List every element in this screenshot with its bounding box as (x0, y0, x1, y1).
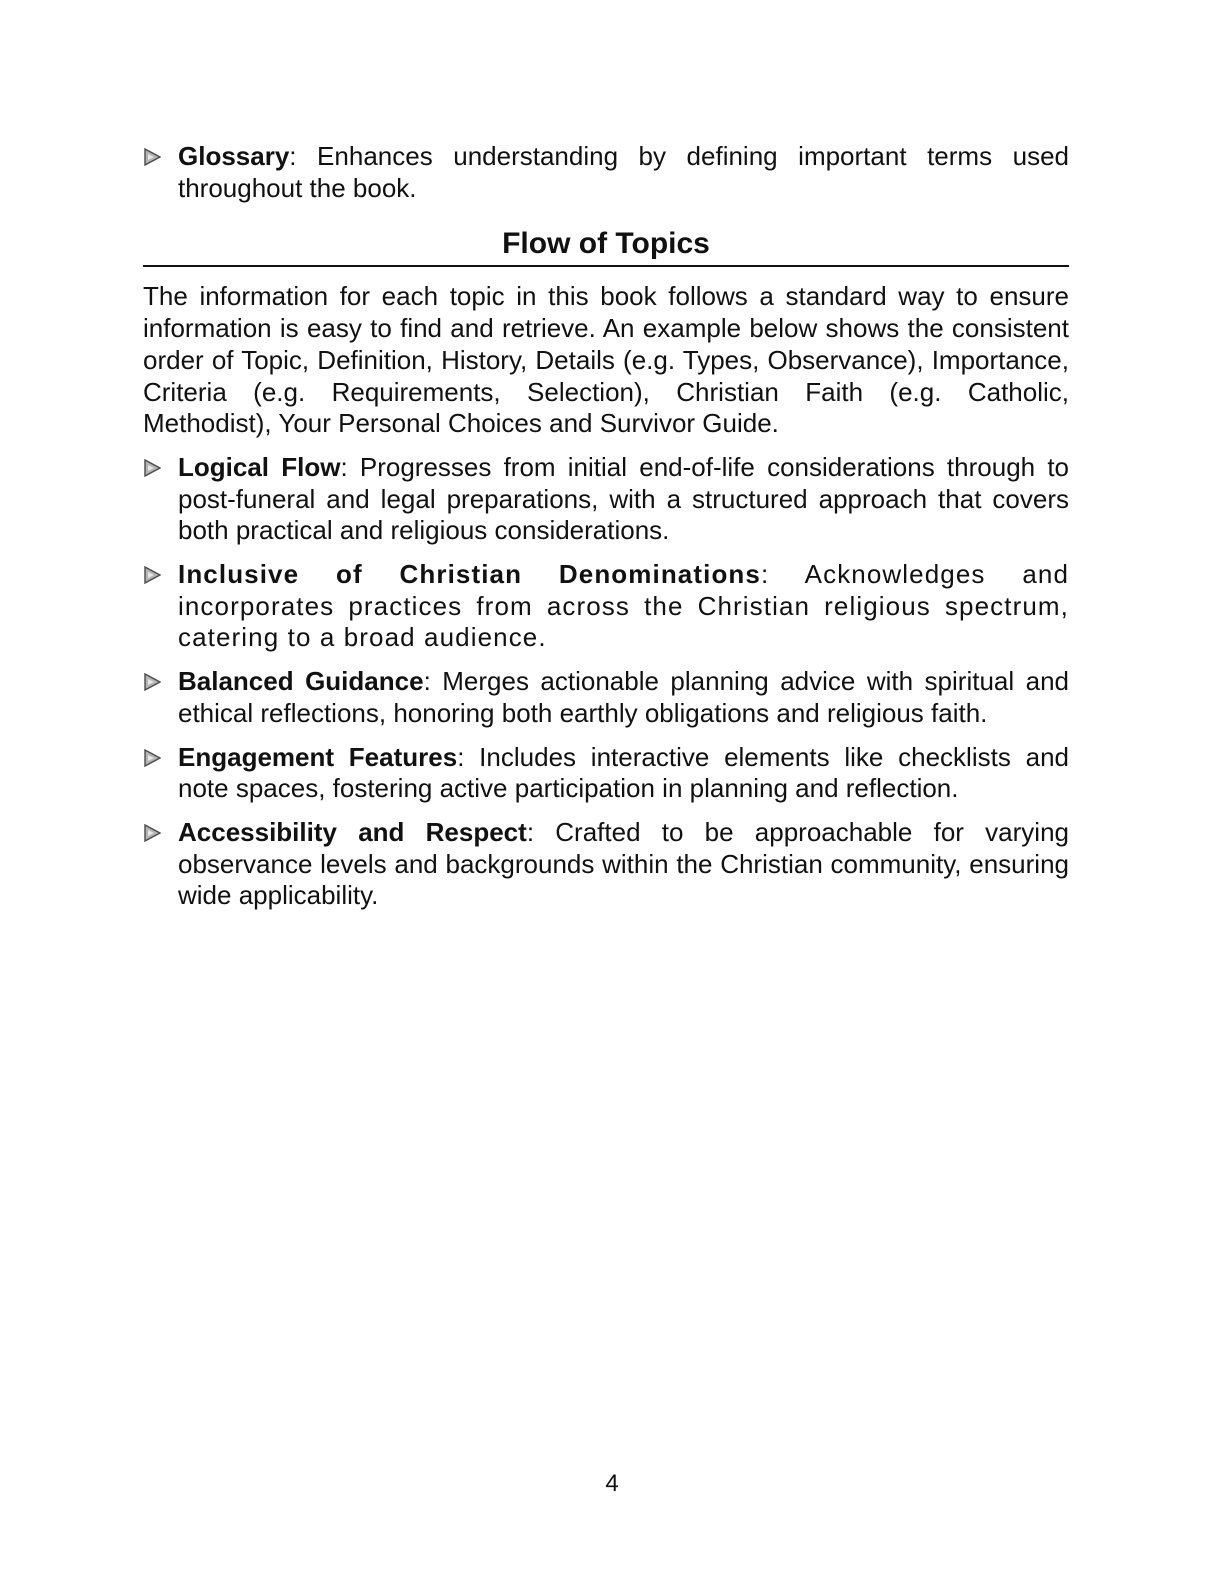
page-content (143, 141, 1069, 924)
bullet-arrow-icon (143, 459, 161, 477)
bullet-text: : Crafted to be approachable for varying observance levels and backgrounds within the Christian community, ensuring wide applicability. (178, 816, 1069, 911)
bullet-term: Glossary (178, 141, 290, 171)
section-paragraph: The information for each topic in this book follows a standard way to ensure information is easy to find and retrieve. An example below shows the consistent order of Topic, Definition, History, Details (e.g. Types, Observance), Importance, Criteria (e.g. Requirements, Selection), Christian Faith (e.g. Catholic, Methodist), Your Personal Choices and Survivor Guide. (143, 281, 1069, 439)
bullet-item-engagement-features (143, 742, 1069, 805)
bullet-arrow-icon (143, 824, 161, 842)
bullet-term: Engagement Features (178, 741, 458, 772)
bullet-item-balanced-guidance (143, 666, 1069, 729)
bullet-term: Accessibility and Respect (178, 816, 527, 847)
bullet-text: : Enhances understanding by defining important terms used throughout the book. (178, 141, 1069, 203)
bullet-item-accessibility-respect (143, 817, 1069, 912)
bullet-text: : Merges actionable planning advice with spiritual and ethical reflections, honoring both earthly obligations and religious faith. (178, 666, 1069, 728)
bullet-item-inclusive-denominations (143, 559, 1069, 654)
bullet-arrow-icon (143, 566, 161, 584)
bullet-item-glossary (143, 141, 1069, 204)
bullet-text: : Progresses from initial end-of-life considerations through to post-funeral and legal preparations, with a structured approach that covers both practical and religious considerations. (178, 451, 1069, 546)
bullet-text: : Includes interactive elements like checklists and note spaces, fostering active participation in planning and reflection. (178, 741, 1069, 804)
section-heading: Flow of Topics (143, 226, 1069, 267)
bullet-term: Logical Flow (178, 451, 341, 482)
bullet-arrow-icon (143, 673, 161, 691)
bullet-arrow-icon (143, 148, 161, 166)
bullet-item-logical-flow (143, 452, 1069, 547)
bullet-text: : Acknowledges and incorporates practices from across the Christian religious spectrum, catering to a broad audience. (178, 559, 1069, 653)
bullet-term: Inclusive of Christian Denominations (178, 559, 761, 590)
page-number: 4 (605, 1470, 619, 1497)
bullet-term: Balanced Guidance (178, 666, 424, 697)
bullet-arrow-icon (143, 749, 161, 767)
